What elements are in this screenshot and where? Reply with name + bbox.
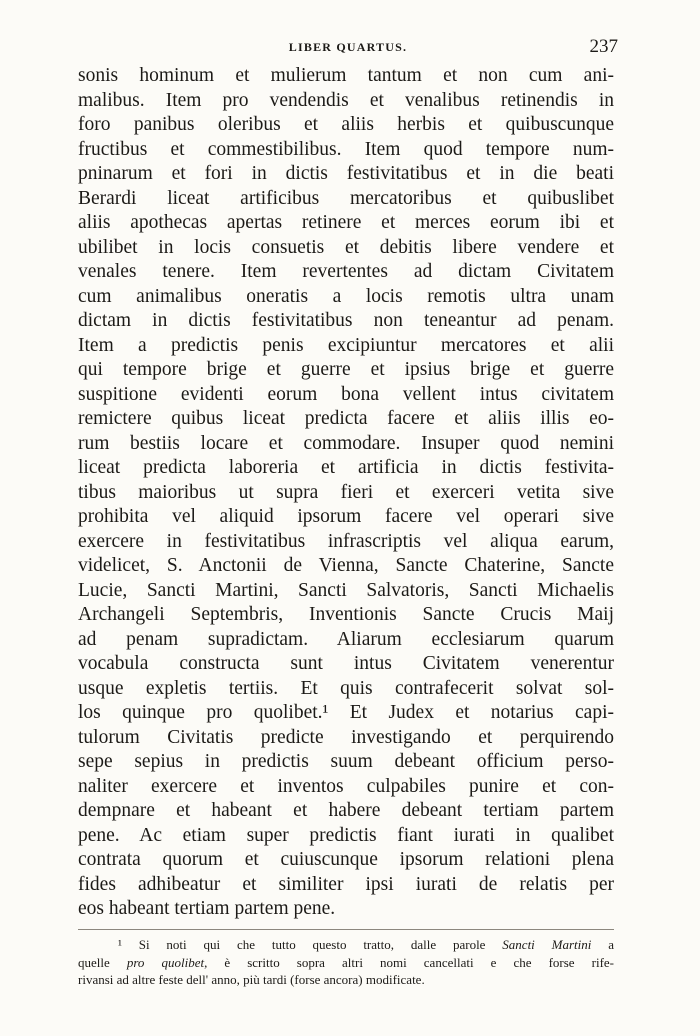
text-line: foro panibus oleribus et aliis herbis et quibuscunque [78, 114, 614, 135]
text-line: venales tenere. Item revertentes ad dictam Civitatem [78, 261, 614, 282]
text-line: ubilibet in locis consuetis et debitis libere vendere et [78, 236, 614, 258]
footnote [78, 936, 614, 989]
text-line: pninarum et fori in dictis festivitatibus et in die beati [78, 163, 614, 184]
text-line: sepe sepius in predictis suum debeant officium perso- [78, 751, 614, 772]
text-line: suspitione evidenti eorum bona vellent intus civitatem [78, 383, 614, 405]
text-line: cum animalibus oneratis a locis remotis ultra unam [78, 285, 614, 307]
text-line: rum bestiis locare et commodare. Insuper quod nemini [78, 432, 614, 454]
text-line: exercere in festivitatibus infrascriptis vel aliqua earum, [78, 530, 614, 552]
footnote-line [78, 954, 614, 972]
text-line: Lucie, Sancti Martini, Sancti Salvatoris, Sancti Michaelis [78, 579, 614, 601]
footnote-italic-text: pro quolibet [126, 954, 205, 970]
text-line: videlicet, S. Anctonii de Vienna, Sancte Chaterine, Sancte [78, 555, 614, 576]
text-line: dempnare et habeant et habere debeant tertiam partem [78, 800, 614, 821]
text-line: tulorum Civitatis predicte investigando et perquirendo [78, 726, 614, 748]
footnote-line [78, 936, 614, 954]
text-line: Archangeli Septembris, Inventionis Sancte Crucis Maij [78, 604, 614, 625]
text-line: vocabula constructa sunt intus Civitatem venerentur [78, 653, 614, 674]
text-line: fides adhibeatur et similiter ipsi iurati de relatis per [78, 873, 614, 895]
text-line: malibus. Item pro vendendis et venalibus retinendis in [78, 89, 614, 111]
footnote-line: rivansi ad altre feste dell' anno, più tardi (forse ancora) modificate. [78, 972, 425, 987]
footnote-text: quelle [78, 954, 127, 970]
running-title: LIBER QUARTUS. [288, 40, 408, 54]
text-line: tibus maioribus ut supra fieri et exerceri vetita sive [78, 481, 614, 503]
text-line: liceat predicta laboreria et artificia in dictis festivita- [78, 457, 614, 478]
text-line: aliis apothecas apertas retinere et merces eorum ibi et [78, 212, 614, 233]
text-line: pene. Ac etiam super predictis fiant iurati in qualibet [78, 824, 614, 846]
footnote-text: , è scritto sopra altri nomi cancellati e che forse rife- [204, 954, 614, 970]
page-number: 237 [589, 36, 618, 57]
text-line: eos habeant tertiam partem pene. [78, 898, 336, 919]
text-line: sonis hominum et mulierum tantum et non cum ani- [78, 65, 614, 86]
text-line: Item a predictis penis excipiuntur mercatores et alii [78, 334, 614, 356]
text-line: naliter exercere et inventos culpabiles punire et con- [78, 775, 614, 797]
text-line: ad penam supradictam. Aliarum ecclesiarum quarum [78, 628, 614, 650]
text-line: usque expletis tertiis. Et quis contrafecerit solvat sol- [78, 677, 614, 699]
footnote-rule [78, 929, 614, 930]
footnote-italic-text: Sancti Martini [502, 937, 592, 952]
body-text [78, 64, 614, 922]
text-line: qui tempore brige et guerre et ipsius brige et guerre [78, 359, 614, 380]
text-line: remictere quibus liceat predicta facere et aliis illis eo- [78, 408, 614, 429]
text-line: dictam in dictis festivitatibus non teneantur ad penam. [78, 310, 614, 331]
text-line: fructibus et commestibilibus. Item quod tempore num- [78, 138, 614, 160]
text-line: los quinque pro quolibet.¹ Et Judex et notarius capi- [78, 702, 614, 723]
text-line: contrata quorum et cuiuscunque ipsorum relationi plena [78, 849, 614, 870]
text-line: prohibita vel aliquid ipsorum facere vel operari sive [78, 506, 614, 527]
footnote-text: a [591, 937, 614, 952]
text-line: Berardi liceat artificibus mercatoribus et quibuslibet [78, 187, 614, 209]
running-head [78, 36, 618, 56]
footnote-text: ¹ Si noti qui che tutto questo tratto, dalle parole [118, 937, 503, 952]
